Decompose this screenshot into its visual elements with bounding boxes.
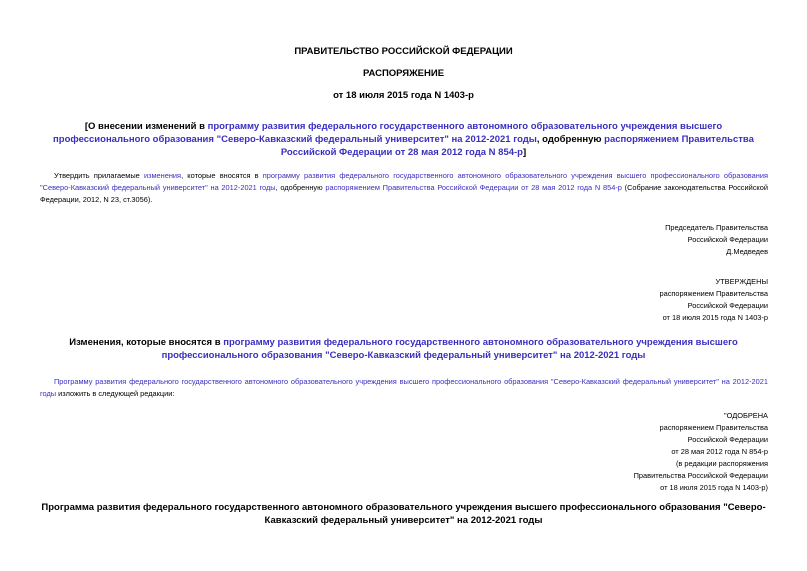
paragraph-text: , которые вносятся в <box>181 171 263 180</box>
document-date-number: от 18 июля 2015 года N 1403-р <box>333 90 474 101</box>
changes-heading <box>40 336 767 362</box>
order-854-link[interactable]: распоряжением Правительства Российской Федерации от 28 мая 2012 года N 854-р <box>280 134 754 158</box>
government-heading: ПРАВИТЕЛЬСТВО РОССИЙСКОЙ ФЕДЕРАЦИИ <box>294 46 513 57</box>
program-link[interactable]: программу развития федерального государственного автономного образовательного учреждения высшего профессионального образования "Северо-Кавказский федеральный университет" на 2012-2021 годы <box>161 337 738 361</box>
title-open-text: [О внесении изменений в <box>84 121 208 132</box>
approved-line: Правительства Российской Федерации <box>633 471 768 480</box>
approved-line: УТВЕРЖДЕНЫ <box>715 277 768 286</box>
signature-line: Председатель Правительства <box>665 223 768 232</box>
approved-line: от 28 мая 2012 года N 854-р <box>671 447 768 456</box>
heading-text: Изменения, которые вносятся в <box>69 337 224 348</box>
document-title <box>40 120 767 159</box>
approved-line: Российской Федерации <box>687 435 768 444</box>
paragraph-text: , одобренную <box>275 183 326 192</box>
program-heading: Программа развития федерального государственного автономного образовательного учреждения высшего профессионального образования "Северо-Кавказский федеральный университет" на 2012-2021 годы <box>41 502 766 526</box>
signature-block <box>468 222 768 258</box>
approved-line: "ОДОБРЕНА <box>724 411 768 420</box>
title-close-text: ] <box>523 147 527 158</box>
paragraph-text: изложить в следующей редакции: <box>56 389 175 398</box>
order-854-link[interactable]: распоряжением Правительства Российской Федерации от 28 мая 2012 года N 854-р <box>325 183 622 192</box>
signature-name: Д.Медведев <box>726 247 768 256</box>
approved-block <box>468 276 768 324</box>
approved-line: (в редакции распоряжения <box>675 459 768 468</box>
changes-link[interactable]: изменения <box>143 171 182 180</box>
document-type-heading: РАСПОРЯЖЕНИЕ <box>362 68 445 79</box>
approved-line: распоряжением Правительства <box>659 423 768 432</box>
approved-line: распоряжением Правительства <box>659 289 768 298</box>
signature-line: Российской Федерации <box>687 235 768 244</box>
program-link[interactable]: Программу развития федерального государственного автономного образовательного учреждения высшего профессионального образования "Северо-Кавказский федеральный университет" на 2012-2021 годы <box>40 377 768 398</box>
approval-paragraph <box>40 170 768 206</box>
program-link[interactable]: программу развития федерального государственного автономного образовательного учреждения высшего профессионального образования "Северо-Кавказский федеральный университет" на 2012-2021 годы <box>53 121 723 145</box>
changes-paragraph <box>40 376 768 400</box>
approved-line: от 18 июля 2015 года N 1403-р) <box>660 483 768 492</box>
program-link[interactable]: программу развития федерального государственного автономного образовательного учреждения высшего профессионального образования "Северо-Кавказский федеральный университет" на 2012-2021 годы <box>40 171 768 192</box>
approved-line: Российской Федерации <box>687 301 768 310</box>
approved-by-order-block <box>468 410 768 494</box>
approved-line: от 18 июля 2015 года N 1403-р <box>662 313 768 322</box>
title-mid-text: , одобренную <box>536 134 605 145</box>
paragraph-text: (Собрание законодательства Российской Федерации, 2012, N 23, ст.3056). <box>40 183 768 204</box>
paragraph-text: Утвердить прилагаемые <box>54 171 144 180</box>
